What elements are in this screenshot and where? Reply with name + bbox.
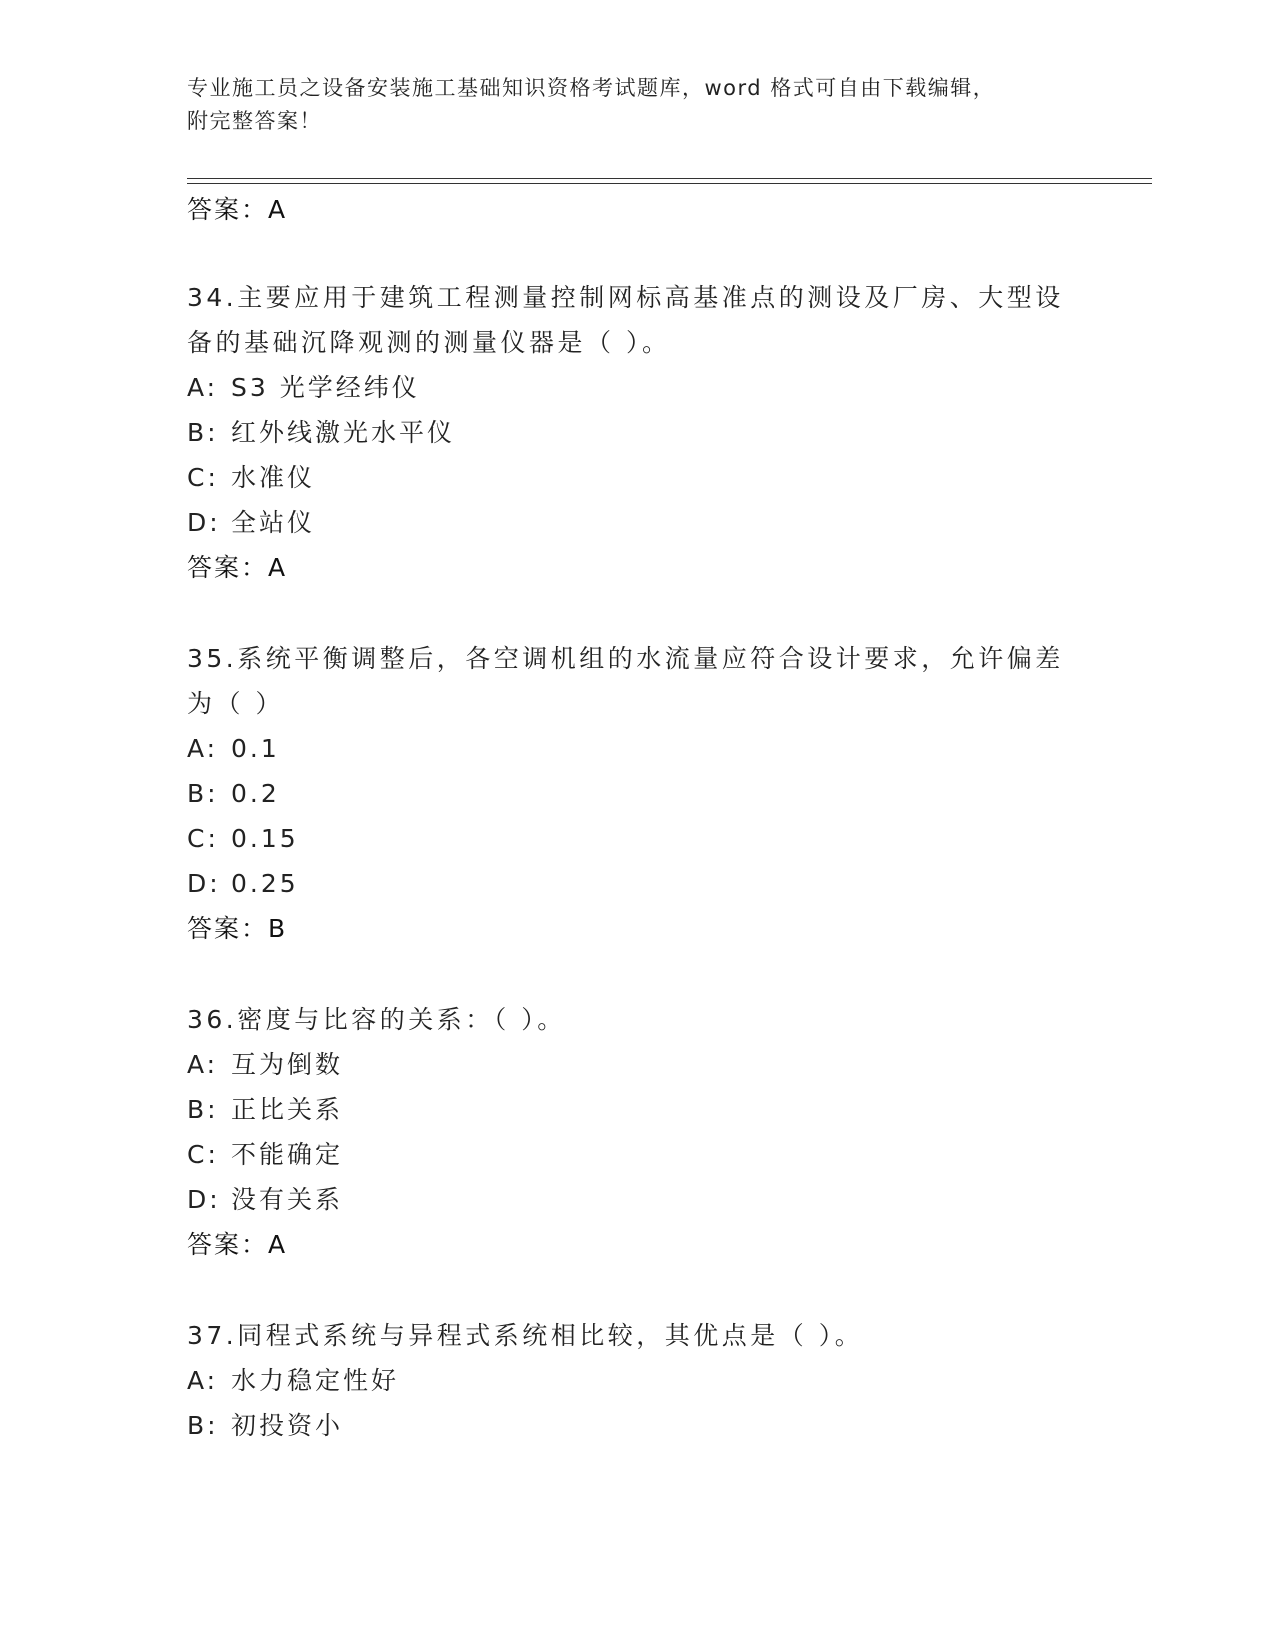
- question-34: [187, 275, 1087, 590]
- option-text: 水准仪: [231, 463, 316, 492]
- option-text: 正比关系: [231, 1095, 344, 1124]
- option-letter: D:: [187, 508, 221, 537]
- option-text: 水力稳定性好: [231, 1366, 400, 1395]
- previous-answer: 答案：A: [187, 195, 288, 224]
- option-b: [187, 1403, 1087, 1448]
- option-letter: A:: [187, 1050, 219, 1079]
- answer: 答案：B: [187, 914, 288, 943]
- option-c: [187, 1132, 1087, 1177]
- option-d: [187, 1177, 1087, 1222]
- option-letter: D:: [187, 869, 221, 898]
- question-35: [187, 636, 1087, 951]
- option-text: S3 光学经纬仪: [231, 373, 420, 402]
- option-letter: B:: [187, 418, 219, 447]
- question-stem-line-1: 36.密度与比容的关系：（ ）。: [187, 1005, 566, 1034]
- option-text: 0.1: [231, 734, 280, 763]
- header-divider-thin: [187, 183, 1152, 184]
- option-b: [187, 771, 1087, 816]
- option-letter: C:: [187, 463, 219, 492]
- header-line-2: 附完整答案！: [187, 109, 322, 133]
- option-text: 初投资小: [231, 1411, 344, 1440]
- option-a: [187, 1358, 1087, 1403]
- option-text: 红外线激光水平仪: [231, 418, 456, 447]
- question-stem-line-2: 备的基础沉降观测的测量仪器是（ ）。: [187, 328, 671, 357]
- option-d: [187, 500, 1087, 545]
- question-stem-line-2: 为（ ）: [187, 689, 284, 718]
- question-37: [187, 1313, 1087, 1448]
- option-letter: C:: [187, 1140, 219, 1169]
- header-divider-thick: [187, 178, 1152, 179]
- option-a: [187, 726, 1087, 771]
- option-letter: B:: [187, 1411, 219, 1440]
- option-c: [187, 455, 1087, 500]
- option-text: 没有关系: [231, 1185, 344, 1214]
- option-c: [187, 816, 1087, 861]
- option-letter: A:: [187, 734, 219, 763]
- option-text: 不能确定: [231, 1140, 344, 1169]
- answer: 答案：A: [187, 1230, 288, 1259]
- option-letter: A:: [187, 1366, 219, 1395]
- option-letter: C:: [187, 824, 219, 853]
- question-stem-line-1: 37.同程式系统与异程式系统相比较，其优点是（ ）。: [187, 1321, 864, 1350]
- option-b: [187, 410, 1087, 455]
- option-b: [187, 1087, 1087, 1132]
- question-36: [187, 997, 1087, 1267]
- option-text: 互为倒数: [231, 1050, 344, 1079]
- answer: 答案：A: [187, 553, 288, 582]
- option-text: 0.25: [231, 869, 299, 898]
- option-letter: B:: [187, 779, 219, 808]
- option-a: [187, 1042, 1087, 1087]
- header-line-1: 专业施工员之设备安装施工基础知识资格考试题库，word 格式可自由下载编辑，: [187, 76, 996, 100]
- option-d: [187, 861, 1087, 906]
- question-stem-line-1: 35.系统平衡调整后，各空调机组的水流量应符合设计要求，允许偏差: [187, 644, 1064, 673]
- option-a: [187, 365, 1087, 410]
- option-letter: D:: [187, 1185, 221, 1214]
- option-text: 全站仪: [231, 508, 316, 537]
- option-text: 0.15: [231, 824, 299, 853]
- option-text: 0.2: [231, 779, 280, 808]
- question-stem-line-1: 34.主要应用于建筑工程测量控制网标高基准点的测设及厂房、大型设: [187, 283, 1064, 312]
- document-header: [187, 72, 1087, 138]
- option-letter: B:: [187, 1095, 219, 1124]
- option-letter: A:: [187, 373, 219, 402]
